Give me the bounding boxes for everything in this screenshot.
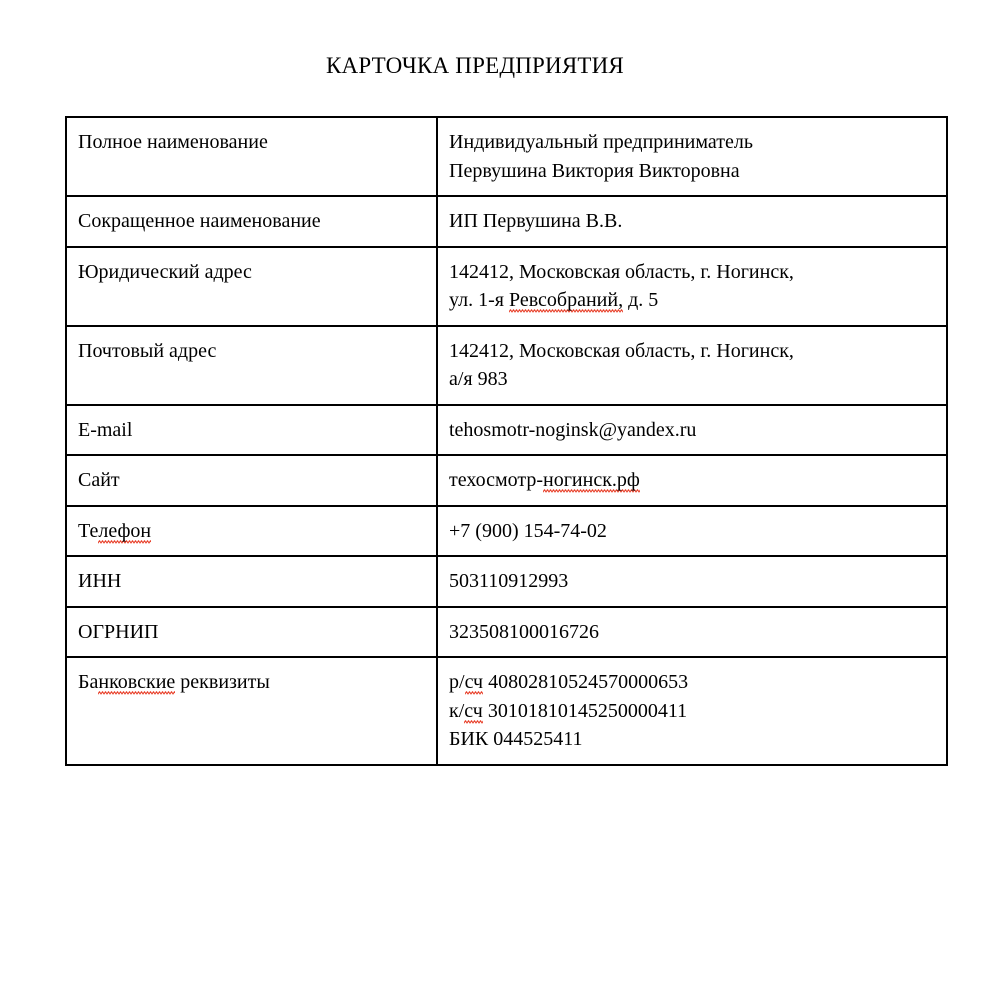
row-value-line [449, 157, 946, 186]
row-label-cell [66, 506, 437, 557]
cell-text: р/ [449, 671, 465, 693]
row-value-line [449, 365, 946, 394]
cell-text: Почтовый адрес [78, 339, 217, 362]
row-value-line [449, 697, 946, 726]
row-value-line [449, 258, 946, 287]
row-value-line [449, 416, 946, 445]
table-row [66, 455, 947, 506]
spellcheck-misspelled-text: Ревсобраний, [509, 289, 623, 314]
row-label-cell [66, 196, 437, 247]
cell-text: Сокращенное наименование [78, 210, 321, 232]
row-value-line [449, 668, 946, 697]
row-value-line [449, 337, 946, 366]
row-value-cell [437, 607, 947, 658]
row-label [78, 416, 436, 445]
row-value-cell [437, 405, 947, 456]
row-label-cell [66, 326, 437, 405]
cell-text: а/я 983 [449, 368, 508, 390]
cell-text: 40802810524570000653 [483, 671, 689, 693]
page-title: КАРТОЧКА ПРЕДПРИЯТИЯ [326, 53, 624, 78]
row-label-cell [66, 556, 437, 607]
row-value-cell [437, 247, 947, 326]
row-value-line [449, 128, 946, 157]
cell-text: 142412, Московская область, г. Ногинск, [449, 260, 794, 283]
table-row [66, 556, 947, 607]
row-value-line [449, 207, 946, 236]
table-row [66, 607, 947, 658]
cell-text: Ба [78, 671, 99, 693]
spellcheck-misspelled-text: сч [465, 671, 484, 696]
cell-text: БИК 044525411 [449, 728, 583, 750]
row-label [78, 567, 436, 596]
cell-text: +7 (900) 154-74-02 [449, 519, 607, 542]
row-label [78, 207, 436, 236]
spellcheck-misspelled-text: ногинск.рф [543, 469, 640, 494]
row-value-line [449, 618, 946, 647]
table-row [66, 247, 947, 326]
cell-text: ул. 1-я [449, 289, 509, 311]
cell-text: 323508100016726 [449, 620, 599, 643]
row-value-cell [437, 657, 947, 765]
cell-text: Полное наименование [78, 131, 268, 153]
row-label-cell [66, 405, 437, 456]
spellcheck-misspelled-text: лефон [98, 520, 151, 545]
table-row [66, 657, 947, 765]
cell-text: ОГРНИП [78, 620, 159, 643]
table-row [66, 506, 947, 557]
cell-text: Сайт [78, 469, 120, 491]
row-value-line [449, 466, 946, 495]
row-label-cell [66, 607, 437, 658]
cell-text: 142412, Московская область, г. Ногинск, [449, 339, 794, 362]
row-value-line [449, 286, 946, 315]
cell-text: д. 5 [623, 289, 659, 311]
row-value-cell [437, 117, 947, 196]
row-label [78, 517, 436, 546]
cell-text: Первушина Виктория Викторовна [449, 159, 740, 182]
cell-text: реквизиты [175, 671, 270, 693]
row-value-cell [437, 506, 947, 557]
table-row [66, 117, 947, 196]
row-label [78, 668, 436, 697]
cell-text: E-mail [78, 418, 133, 441]
table-row [66, 405, 947, 456]
spellcheck-misspelled-text: сч [464, 700, 483, 725]
row-label [78, 337, 436, 366]
table-body [66, 117, 947, 765]
table-row [66, 196, 947, 247]
cell-text: tehosmotr-noginsk@yandex.ru [449, 418, 697, 441]
table-row [66, 326, 947, 405]
row-value-line [449, 725, 946, 754]
row-label-cell [66, 455, 437, 506]
cell-text: ИП Первушина В.В. [449, 210, 623, 232]
cell-text: ИНН [78, 570, 122, 592]
cell-text: Индивидуальный предприниматель [449, 131, 753, 153]
row-value-cell [437, 556, 947, 607]
row-value-cell [437, 326, 947, 405]
row-value-line [449, 567, 946, 596]
spellcheck-misspelled-text: нковские [98, 671, 175, 696]
cell-text: 30101810145250000411 [482, 699, 688, 722]
row-label [78, 618, 436, 647]
cell-text: 503110912993 [449, 570, 569, 592]
cell-text: Те [78, 519, 99, 542]
cell-text: техосмотр- [449, 469, 544, 491]
row-label-cell [66, 117, 437, 196]
cell-text: Юридический адрес [78, 260, 252, 283]
row-label [78, 128, 436, 157]
row-label [78, 258, 436, 287]
row-value-cell [437, 455, 947, 506]
row-value-line [449, 517, 946, 546]
row-value-cell [437, 196, 947, 247]
row-label-cell [66, 247, 437, 326]
cell-text: к/ [449, 699, 465, 722]
company-card-table [65, 116, 948, 766]
row-label-cell [66, 657, 437, 765]
row-label [78, 466, 436, 495]
